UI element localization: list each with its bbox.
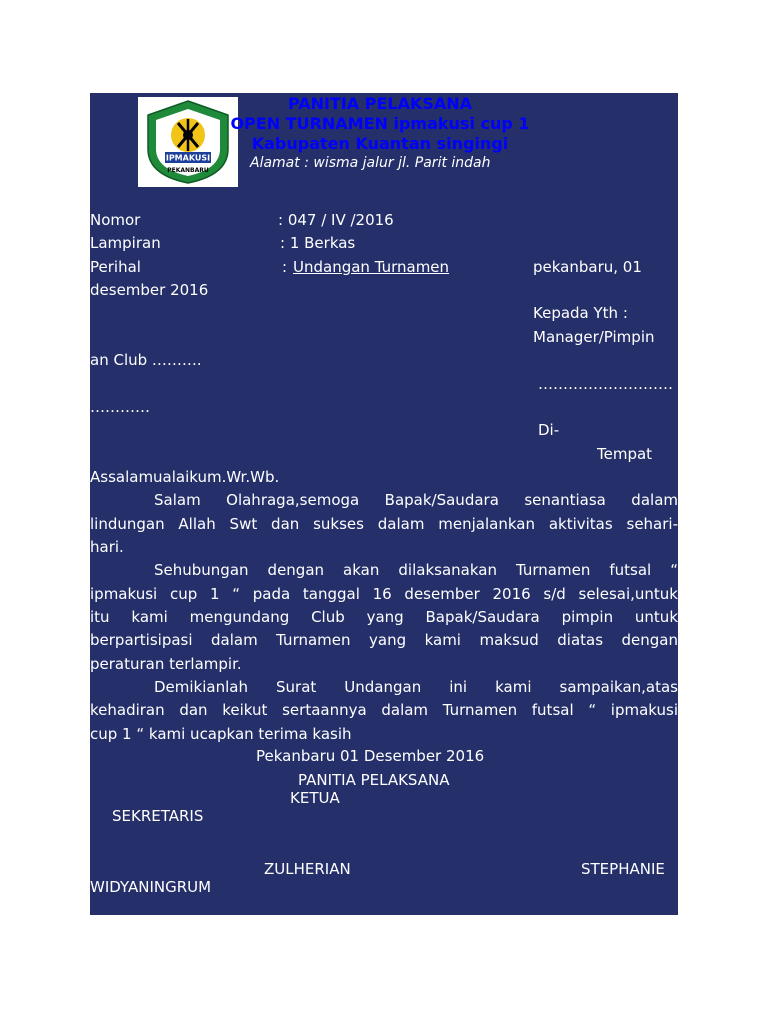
letter-date: pekanbaru, 01 [533,258,642,276]
paragraph-1-line: Salam Olahraga,semoga Bapak/Saudara senantiasa dalam [154,491,678,509]
recipient-dots-cont: ………… [90,398,150,416]
paragraph-2-line: peraturan terlampir. [90,655,242,673]
signature-name-sekretaris-cont: WIDYANINGRUM [90,878,212,896]
paragraph-1-line: lindungan Allah Swt dan sukses dalam menjalankan aktivitas sehari- [90,515,678,533]
signature-committee: PANITIA PELAKSANA [298,771,450,789]
recipient-tempat: Tempat [597,445,653,463]
greeting: Assalamualaikum.Wr.Wb. [90,468,280,486]
nomor-label: Nomor [90,211,141,229]
signature-place-date: Pekanbaru 01 Desember 2016 [256,747,485,765]
paragraph-3-line: Demikianlah Surat Undangan ini kami sampaikan,atas [154,678,678,696]
logo-name: IPMAKUSI [165,153,211,163]
paragraph-2-line: itu kami mengundang Club yang Bapak/Saudara pimpin untuk [90,608,678,626]
signature-sekretaris: SEKRETARIS [112,807,204,825]
signature-name-sekretaris: STEPHANIE [581,860,665,878]
header-region: Kabupaten Kuantan singingi [251,134,509,153]
paragraph-2-line: ipmakusi cup 1 “ pada tanggal 16 desember 2016 s/d selesai,untuk [90,585,678,603]
paragraph-1-line: hari. [90,538,124,556]
nomor-value: : 047 / IV /2016 [278,211,394,229]
logo-city: PEKANBARU [167,167,209,174]
recipient-manager-cont: an Club ………. [90,351,202,369]
recipient-dots: ……………………… [538,375,673,393]
paragraph-3-line: cup 1 “ kami ucapkan terima kasih [90,725,352,743]
letter-date-cont: desember 2016 [90,281,209,299]
header-address: Alamat : wisma jalur jl. Parit indah [250,155,491,171]
recipient-di: Di- [538,421,560,439]
paragraph-2-line: Sehubungan dengan akan dilaksanakan Turnamen futsal “ [154,561,678,579]
lampiran-label: Lampiran [90,234,161,252]
perihal-value: Undangan Turnamen [293,258,450,276]
perihal-label: Perihal [90,258,141,276]
perihal-colon: : [282,258,288,276]
lampiran-value: : 1 Berkas [280,234,356,252]
recipient-kepada: Kepada Yth : [533,304,628,322]
letter-page [90,93,678,915]
signature-name-ketua: ZULHERIAN [264,860,351,878]
recipient-manager: Manager/Pimpin [533,328,655,346]
header-committee: PANITIA PELAKSANA [287,94,473,113]
paragraph-2-line: berpartisipasi dalam Turnamen yang kami maksud diatas dengan [90,631,678,649]
paragraph-3-line: kehadiran dan keikut sertaannya dalam Turnamen futsal “ ipmakusi [90,701,678,719]
signature-ketua: KETUA [290,789,340,807]
header-tournament: OPEN TURNAMEN ipmakusi cup 1 [230,114,530,133]
